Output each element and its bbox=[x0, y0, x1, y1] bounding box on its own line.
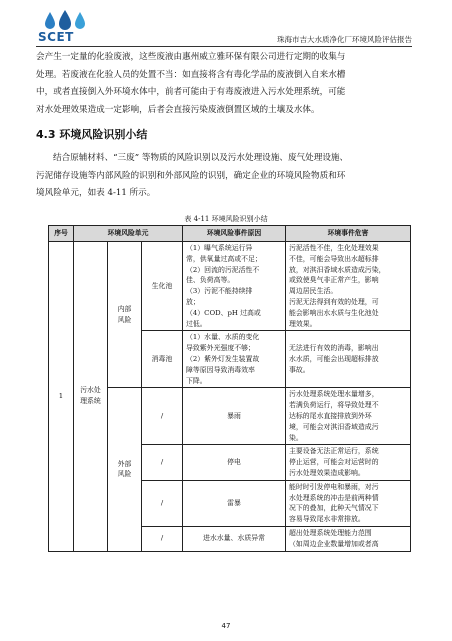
harm-line: 放，对淇汨香域水质造成污染， bbox=[289, 265, 386, 274]
cause-line: （1）曝气系统运行异 bbox=[186, 244, 253, 252]
harm-line: 能时时引发停电和暴雨，对污 bbox=[289, 482, 379, 491]
sub-unit-cell: 生化池 bbox=[142, 242, 183, 331]
harm-line: 达标的尾水直接排放到外环 bbox=[289, 411, 372, 420]
sub-unit-cell: / bbox=[142, 480, 183, 526]
text-line: 境风险单元，如表 4-11 所示。 bbox=[36, 188, 156, 198]
table-header-row bbox=[49, 226, 411, 242]
harm-line: 污泥无法得到有效的处理，可 bbox=[289, 297, 379, 306]
harm-cell bbox=[286, 480, 411, 526]
text-line: 中，或者直接倒入外环境水体中，前者可能由于有毒废液进入污水处理系统，可能 bbox=[36, 87, 346, 97]
harm-line: 事故。 bbox=[289, 365, 310, 374]
sub-unit-cell: / bbox=[142, 526, 183, 551]
harm-line: 停止运营，可能会对运营时的 bbox=[289, 458, 379, 467]
risk-type-line: 风险 bbox=[117, 315, 132, 324]
internal-risk-cell bbox=[108, 242, 142, 388]
cause-cell bbox=[183, 331, 286, 388]
col-header: 环境事件危害 bbox=[286, 226, 411, 242]
harm-line: 理效果。 bbox=[289, 319, 317, 328]
unit-line: 理系统 bbox=[80, 397, 101, 406]
cause-line: （4）COD、pH 过高或 bbox=[186, 308, 261, 317]
cause-line: 佳、负荷高等。 bbox=[186, 276, 235, 285]
header-rule bbox=[36, 46, 412, 47]
cause-line: （2）回流的污泥活性不 bbox=[186, 265, 260, 274]
logo-text: SCET bbox=[38, 30, 74, 44]
cause-cell: 暴雨 bbox=[183, 388, 286, 445]
col-header: 环境风险事件原因 bbox=[183, 226, 286, 242]
table-caption: 表 4-11 环境风险识别小结 bbox=[184, 215, 268, 223]
unit-line: 污水处 bbox=[80, 386, 101, 395]
harm-line: 污水处理系统处理水量增多， bbox=[289, 390, 379, 399]
harm-line: 容易导致尾水非常排放。 bbox=[289, 515, 365, 524]
external-risk-cell bbox=[108, 388, 142, 551]
header-title: 珠海市吉大水质净化厂环境风险评估报告 bbox=[277, 35, 412, 44]
risk-type-line: 外部 bbox=[117, 459, 132, 468]
cause-line: （3）污泥不能持续排 bbox=[186, 287, 253, 296]
col-header: 环境风险单元 bbox=[74, 226, 183, 242]
cause-cell: 雷暴 bbox=[183, 480, 286, 526]
harm-line: 水水质，可能会出现超标排放 bbox=[289, 354, 379, 363]
cause-line: （1）水量、水质的变化 bbox=[186, 333, 260, 342]
harm-line: 境，可能会对淇汨香域造成污 bbox=[289, 422, 379, 431]
harm-line: 污泥活性不佳，生化处理效果 bbox=[289, 244, 379, 252]
sub-unit-cell: 消毒池 bbox=[142, 331, 183, 388]
harm-cell bbox=[286, 331, 411, 388]
cause-line: 常，供氧量过高或不足； bbox=[186, 254, 262, 263]
harm-line: 超出处理系统处理能力范围 bbox=[289, 528, 372, 537]
harm-cell bbox=[286, 242, 411, 331]
cause-cell: 停电 bbox=[183, 445, 286, 480]
harm-cell bbox=[286, 388, 411, 445]
harm-line: 染。 bbox=[289, 433, 303, 442]
sub-unit-cell: / bbox=[142, 445, 183, 480]
text-line: 处理。若废液在化验人员的处置不当：如直接将含有毒化学品的废液倒入自来水槽 bbox=[36, 69, 346, 80]
harm-cell bbox=[286, 526, 411, 551]
harm-line: （如周边企业数量增加或者高 bbox=[289, 539, 379, 548]
cause-line: 下降。 bbox=[186, 376, 207, 385]
summary-paragraph bbox=[36, 150, 412, 203]
harm-line: 或致使臭气非正常产生，影响 bbox=[289, 276, 379, 285]
unit-cell bbox=[74, 242, 108, 552]
harm-line: 周边居民生活。 bbox=[289, 287, 338, 296]
harm-line: 污水处理效果造成影响。 bbox=[289, 468, 365, 477]
page-number: 47 bbox=[221, 622, 231, 630]
cause-line: （2）紫外灯发生装置故 bbox=[186, 354, 260, 363]
col-header: 序号 bbox=[49, 226, 74, 242]
text-line: 污泥储存设施等内部风险的识别和外部风险的识别，确定企业的环境风险物质和环 bbox=[36, 170, 346, 181]
cause-line: 障等原因导致消毒效率 bbox=[186, 365, 255, 374]
harm-cell bbox=[286, 445, 411, 480]
cause-line: 放； bbox=[186, 297, 200, 306]
text-line: 结合原辅材料、“三废” 等物质的风险识别以及污水处理设施、废气处理设施、 bbox=[53, 153, 349, 163]
harm-line: 水处理系统的冲击是前两种情 bbox=[289, 493, 379, 502]
cause-line: 导致紫外光强度不够； bbox=[186, 344, 255, 353]
intro-paragraph bbox=[36, 49, 412, 119]
harm-line: 主要设备无法正常运行，系统 bbox=[289, 447, 379, 456]
page-header bbox=[36, 10, 412, 46]
risk-type-line: 内部 bbox=[117, 304, 132, 313]
harm-line: 能会影响出水水质与生化池处 bbox=[289, 308, 379, 317]
risk-type-line: 风险 bbox=[117, 470, 132, 479]
risk-summary-table bbox=[48, 225, 411, 552]
table-row bbox=[49, 242, 411, 331]
scet-logo bbox=[36, 10, 96, 44]
harm-line: 不佳，可能会导致出水超标排 bbox=[289, 254, 379, 263]
section-title: 4.3 环境风险识别小结 bbox=[36, 128, 148, 141]
cause-line: 过低。 bbox=[186, 319, 207, 328]
sub-unit-cell: / bbox=[142, 388, 183, 445]
text-line: 会产生一定量的化验废液，这些废液由惠州威立雅环保有限公司进行定期的收集与 bbox=[36, 52, 346, 62]
cause-cell bbox=[183, 242, 286, 331]
harm-line: 况下的叠加，此种天气情况下 bbox=[289, 504, 379, 513]
harm-line: 无法进行有效的消毒，影响出 bbox=[289, 344, 379, 353]
seq-cell: 1 bbox=[49, 242, 74, 552]
logo-drops-icon bbox=[42, 10, 88, 30]
harm-line: 若满负荷运行，将导致处理不 bbox=[289, 401, 379, 410]
cause-cell: 进水水量、水质异常 bbox=[183, 526, 286, 551]
text-line: 对水处理效果造成一定影响，后者会直接污染废液倒置区域的土壤及水体。 bbox=[36, 104, 320, 115]
